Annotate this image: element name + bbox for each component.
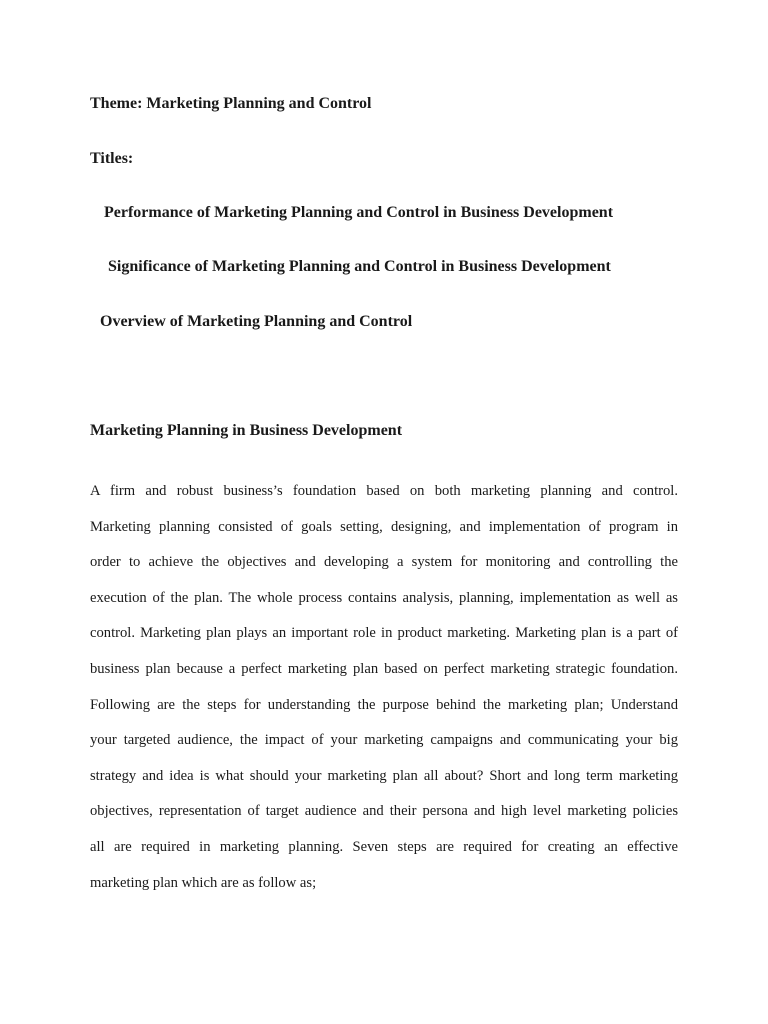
body-paragraph [90, 474, 678, 901]
paragraph-line: objectives, representation of target audience and their persona and high level marketing policies [90, 803, 678, 820]
title-item-overview: Overview of Marketing Planning and Control [100, 313, 413, 330]
title-item-significance: Significance of Marketing Planning and Control in Business Development [108, 258, 611, 275]
paragraph-line: order to achieve the objectives and developing a system for monitoring and controlling the [90, 554, 678, 571]
theme-heading: Theme: Marketing Planning and Control [90, 95, 372, 112]
paragraph-line: A firm and robust business’s foundation based on both marketing planning and control. [90, 483, 678, 499]
paragraph-line: Marketing planning consisted of goals setting, designing, and implementation of program in [90, 518, 678, 535]
section-heading: Marketing Planning in Business Development [90, 422, 403, 439]
paragraph-line: Following are the steps for understanding the purpose behind the marketing plan; Understand [90, 696, 678, 713]
paragraph-line: execution of the plan. The whole process contains analysis, planning, implementation as well as [90, 589, 678, 606]
paragraph-line: strategy and idea is what should your marketing plan all about? Short and long term marketing [90, 767, 678, 784]
titles-label: Titles: [90, 150, 134, 167]
paragraph-line: business plan because a perfect marketing plan based on perfect marketing strategic foundation. [90, 660, 678, 677]
paragraph-line: all are required in marketing planning. Seven steps are required for creating an effective [90, 838, 678, 855]
paragraph-line: control. Marketing plan plays an important role in product marketing. Marketing plan is a part of [90, 625, 678, 642]
paragraph-line: your targeted audience, the impact of your marketing campaigns and communicating your big [90, 732, 678, 749]
paragraph-line: marketing plan which are as follow as; [90, 874, 317, 891]
title-item-performance: Performance of Marketing Planning and Control in Business Development [104, 204, 614, 221]
